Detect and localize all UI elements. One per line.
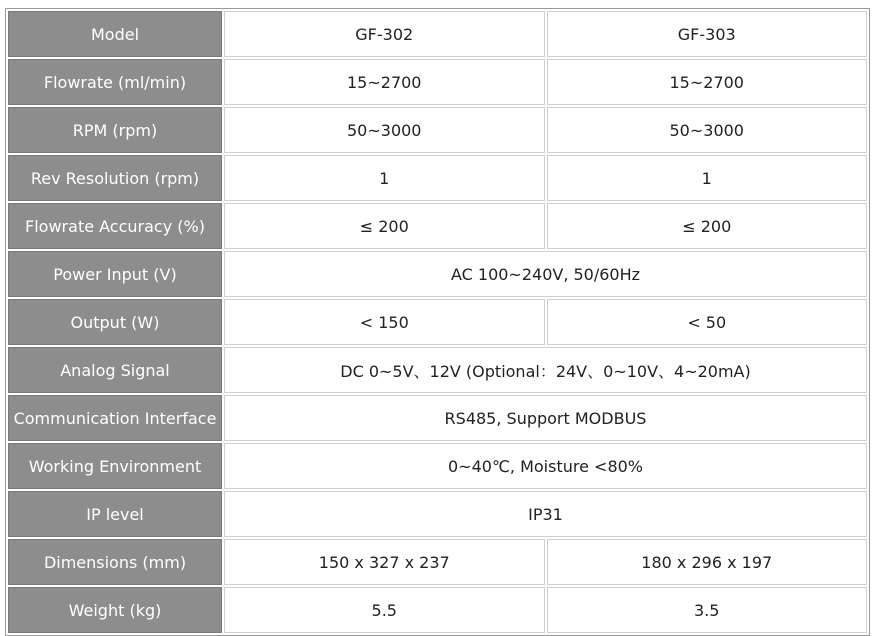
table-row	[8, 299, 867, 345]
table-row	[8, 395, 867, 441]
row-label: Power Input (V)	[8, 251, 222, 297]
table-row	[8, 251, 867, 297]
row-label: Output (W)	[8, 299, 222, 345]
table-row	[8, 347, 867, 393]
row-label: RPM (rpm)	[8, 107, 222, 153]
table-row	[8, 539, 867, 585]
table-row	[8, 11, 867, 57]
table-row	[8, 107, 867, 153]
cell-gf-303: GF-303	[547, 11, 868, 57]
cell-gf-302: 150 x 327 x 237	[224, 539, 545, 585]
row-label: Rev Resolution (rpm)	[8, 155, 222, 201]
cell-gf-302: < 150	[224, 299, 545, 345]
row-label: Weight (kg)	[8, 587, 222, 633]
row-label: Working Environment	[8, 443, 222, 489]
cell-gf-303: 180 x 296 x 197	[547, 539, 868, 585]
cell-gf-302: 5.5	[224, 587, 545, 633]
row-label: Model	[8, 11, 222, 57]
cell-gf-302: 50~3000	[224, 107, 545, 153]
table-row	[8, 155, 867, 201]
cell-shared: RS485, Support MODBUS	[224, 395, 867, 441]
cell-gf-303: 3.5	[547, 587, 868, 633]
cell-gf-302: ≤ 200	[224, 203, 545, 249]
cell-gf-302: 15~2700	[224, 59, 545, 105]
table-row	[8, 491, 867, 537]
row-label: Analog Signal	[8, 347, 222, 393]
table-row	[8, 203, 867, 249]
cell-gf-302: GF-302	[224, 11, 545, 57]
cell-shared: DC 0~5V、12V (Optional：24V、0~10V、4~20mA)	[224, 347, 867, 393]
row-label: Flowrate (ml/min)	[8, 59, 222, 105]
cell-gf-303: < 50	[547, 299, 868, 345]
cell-gf-303: 1	[547, 155, 868, 201]
cell-gf-303: 15~2700	[547, 59, 868, 105]
table-row	[8, 59, 867, 105]
cell-shared: IP31	[224, 491, 867, 537]
cell-gf-303: 50~3000	[547, 107, 868, 153]
spec-table	[5, 8, 870, 636]
table-row	[8, 443, 867, 489]
cell-shared: 0~40℃, Moisture <80%	[224, 443, 867, 489]
spec-table-body	[8, 11, 867, 633]
row-label: IP level	[8, 491, 222, 537]
row-label: Dimensions (mm)	[8, 539, 222, 585]
cell-shared: AC 100~240V, 50/60Hz	[224, 251, 867, 297]
row-label: Communication Interface	[8, 395, 222, 441]
cell-gf-302: 1	[224, 155, 545, 201]
row-label: Flowrate Accuracy (%)	[8, 203, 222, 249]
table-row	[8, 587, 867, 633]
cell-gf-303: ≤ 200	[547, 203, 868, 249]
